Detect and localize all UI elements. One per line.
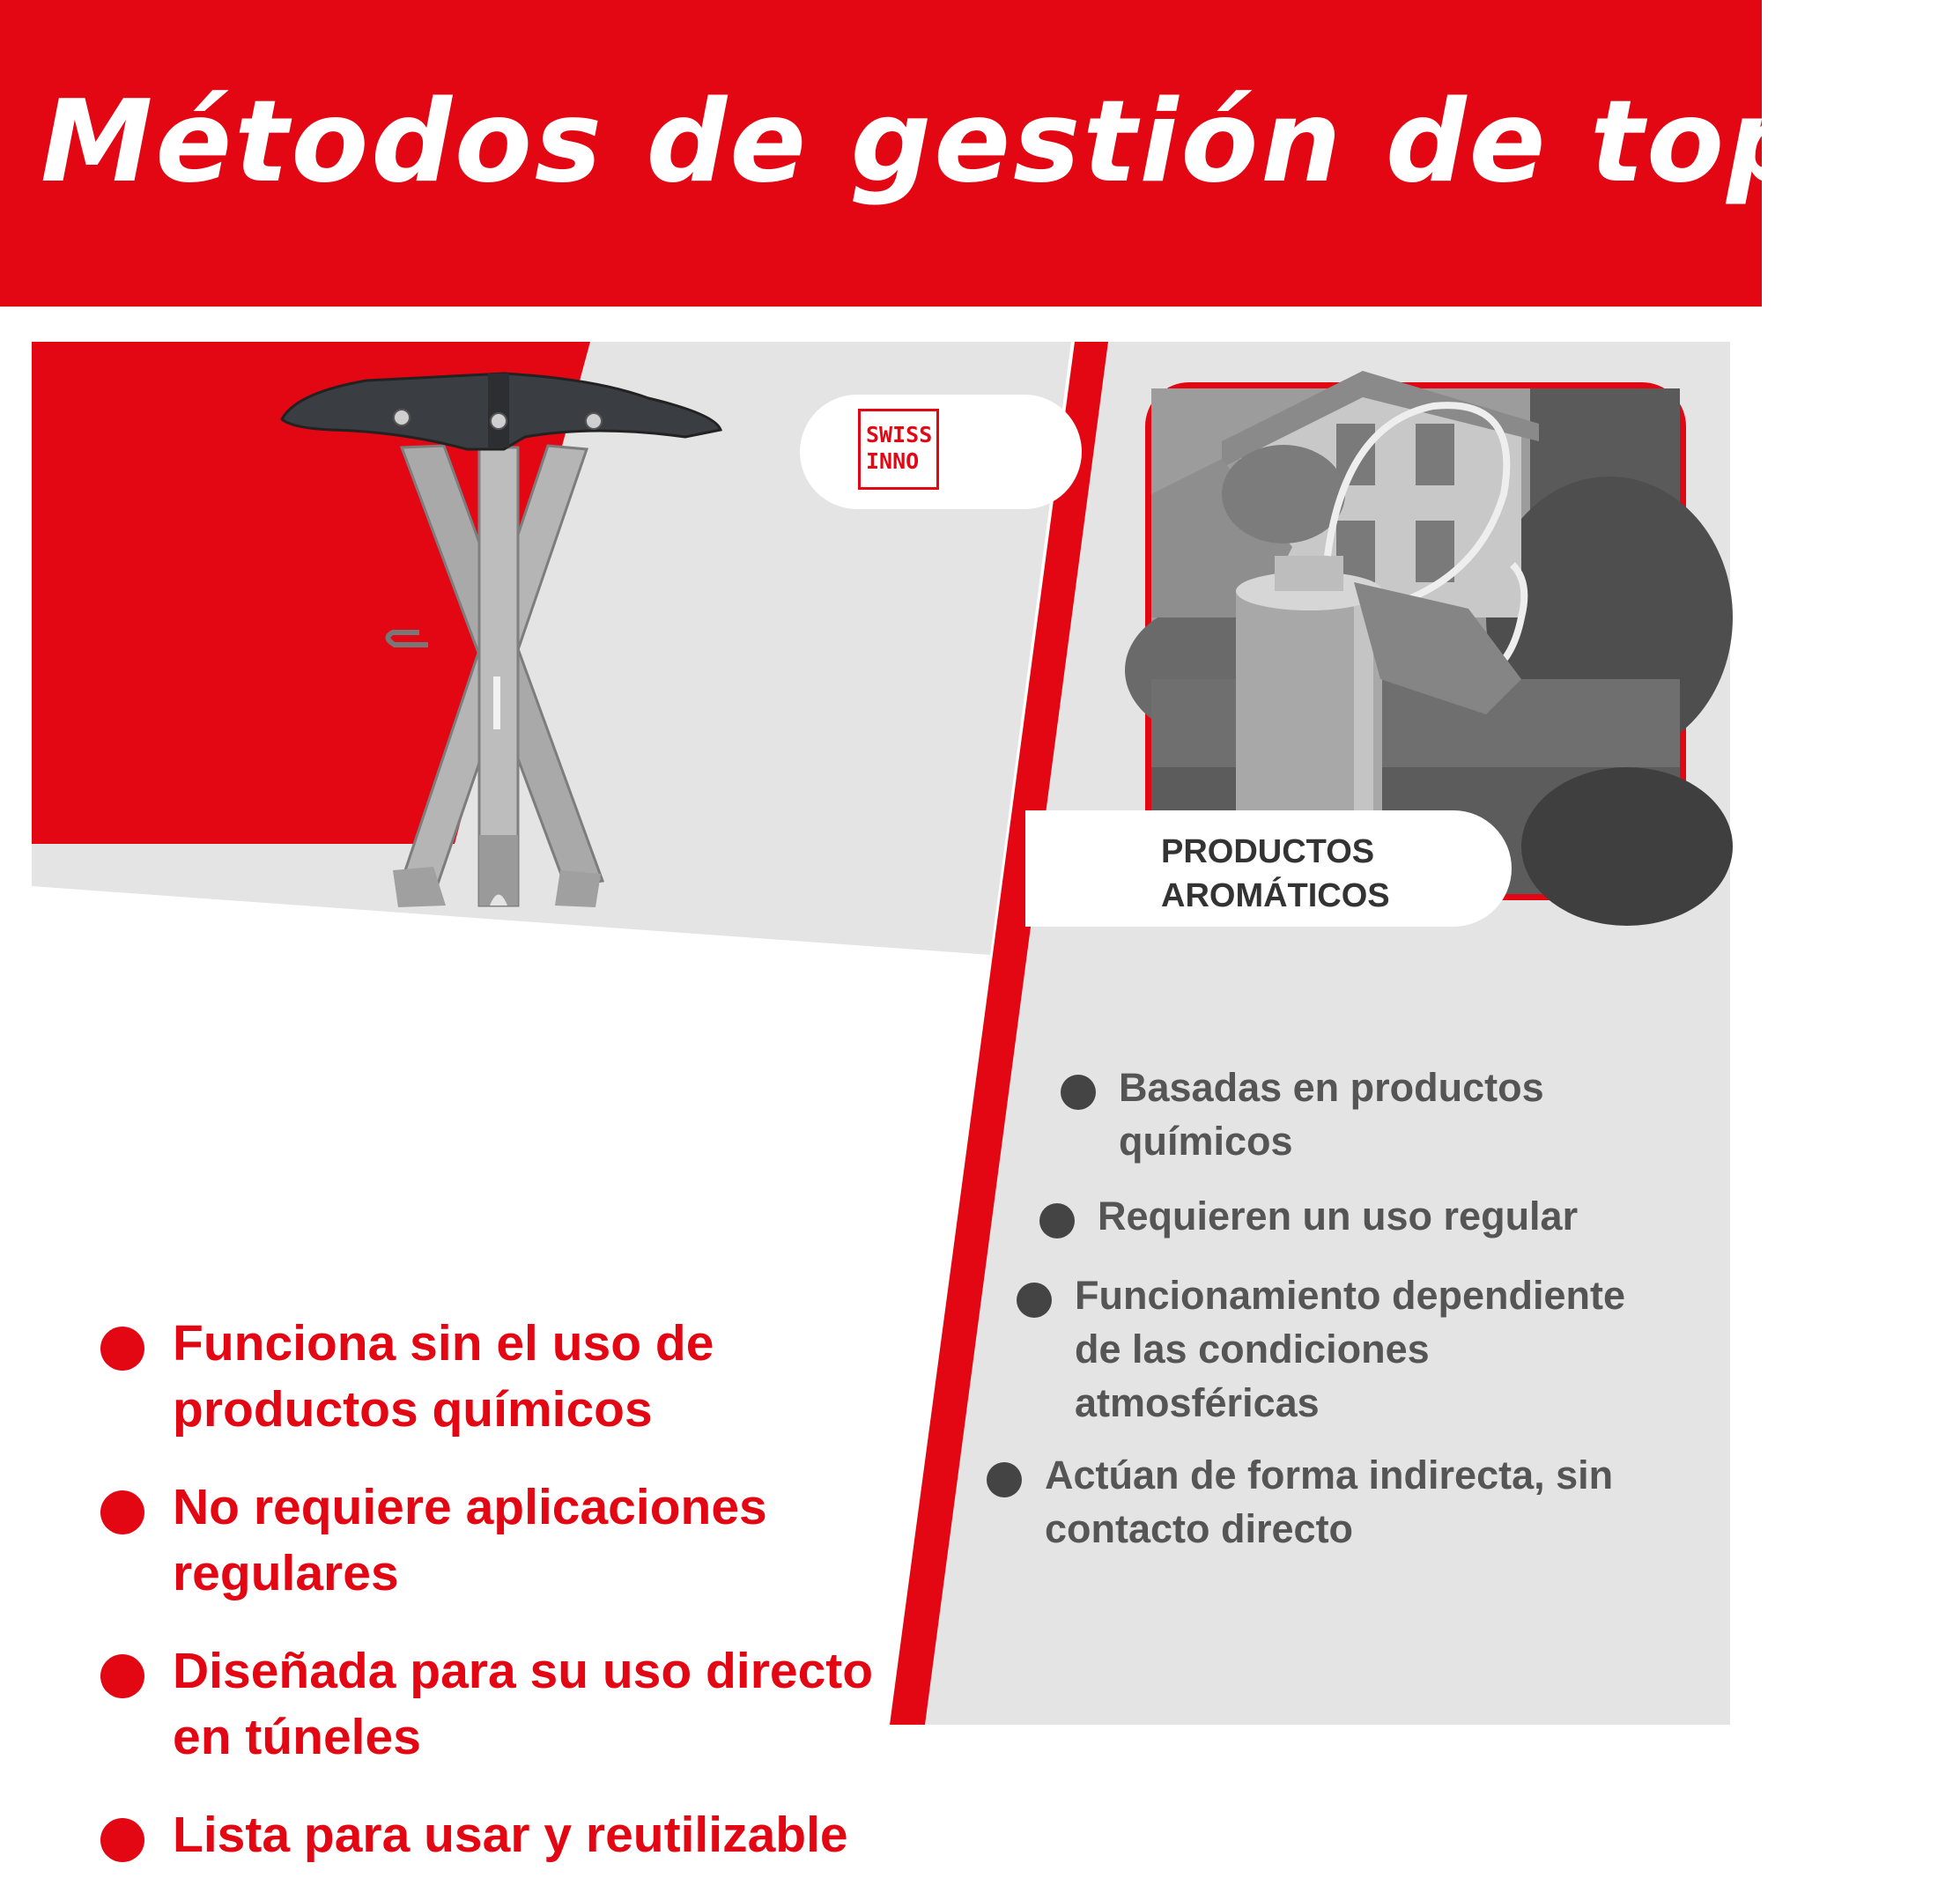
bullet-dot-icon [987,1462,1022,1497]
photo-label [1025,810,1512,927]
logo-line-1: SWISS [866,422,933,447]
logo-pill [800,395,1082,509]
comparison-card [32,342,1730,1863]
advantage-text: Lista para usar y reutilizable [173,1807,848,1863]
list-item [63,1802,895,1868]
logo-line-2: INNO [866,448,920,474]
page-title: Métodos de gestión de topos [41,77,1960,208]
disadvantage-item [1098,1189,1661,1243]
disadvantage-item [1119,1061,1647,1168]
bullet-dot-icon [1017,1283,1052,1318]
bullet-dot-icon [100,1818,144,1862]
advantages-list [63,1311,895,1900]
disadvantage-text: Basadas en productos químicos [1119,1065,1544,1164]
advantage-text: No requiere aplicaciones regulares [173,1479,767,1601]
bullet-dot-icon [1061,1075,1096,1110]
disadvantage-text: Actúan de forma indirecta, sin contacto directo [1045,1453,1614,1551]
header-banner [0,0,1960,307]
bullet-dot-icon [1039,1203,1075,1238]
disadvantage-text: Requieren un uso regular [1098,1194,1579,1238]
bullet-dot-icon [100,1654,144,1698]
photo-label-text: PRODUCTOS AROMÁTICOS [1161,833,1390,914]
brand-logo [858,409,939,490]
list-item [63,1311,895,1443]
disadvantage-item [1075,1268,1638,1430]
bullet-dot-icon [100,1327,144,1371]
list-item [63,1475,895,1607]
advantage-text: Funciona sin el uso de productos químicos [173,1315,714,1438]
list-item [63,1638,895,1771]
disadvantage-item [1045,1448,1697,1556]
advantage-text: Diseñada para su uso directo en túneles [173,1643,874,1765]
disadvantage-text: Funcionamiento dependiente de las condiciones atmosféricas [1075,1273,1626,1425]
bullet-dot-icon [100,1490,144,1534]
